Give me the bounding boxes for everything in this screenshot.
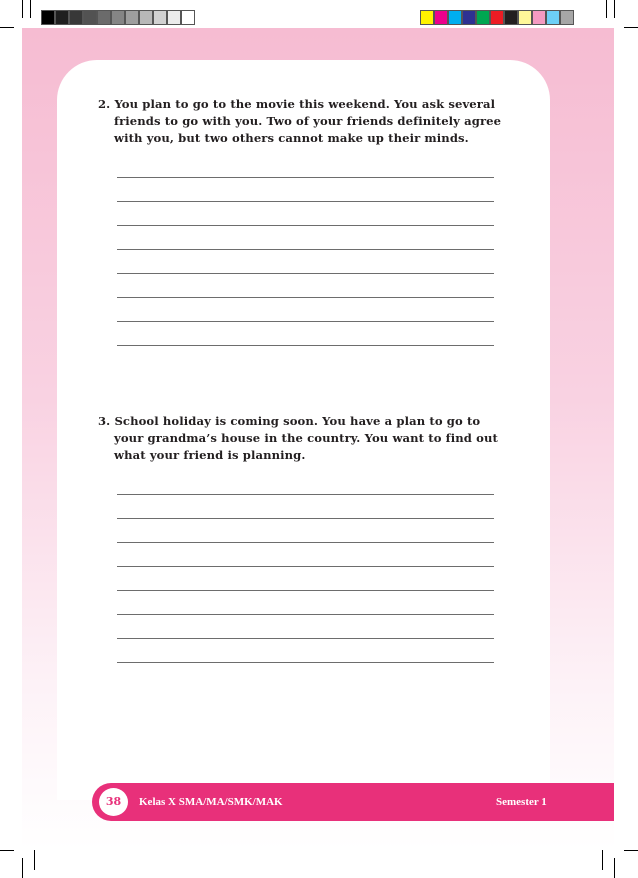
grayscale-color-bar	[41, 10, 195, 25]
color-swatch	[167, 10, 181, 25]
answer-line[interactable]	[117, 542, 494, 543]
color-swatch	[518, 10, 532, 25]
answer-line[interactable]	[117, 614, 494, 615]
question-3-text: 3. School holiday is coming soon. You have a plan to go to your grandma’s house in the country. You want to find out what your friend is planning.	[98, 414, 498, 462]
crop-mark-bottom-right-v	[614, 858, 615, 878]
question-2-text: 2. You plan to go to the movie this weekend. You ask several friends to go with you. Two of your friends definitely agree with you, but two others cannot make up their minds.	[98, 97, 502, 145]
question-3	[98, 413, 510, 464]
answer-line[interactable]	[117, 590, 494, 591]
color-swatch	[69, 10, 83, 25]
crop-mark-bottom-left-v	[22, 858, 23, 878]
answer-line[interactable]	[117, 201, 494, 202]
color-swatch	[448, 10, 462, 25]
color-swatch	[476, 10, 490, 25]
color-swatch	[125, 10, 139, 25]
color-swatch	[490, 10, 504, 25]
color-swatch	[41, 10, 55, 25]
color-swatch	[181, 10, 195, 25]
color-swatch	[504, 10, 518, 25]
page-number-badge: 38	[99, 788, 128, 816]
crop-mark-top-right-h	[624, 27, 638, 28]
crop-mark-top-left-h	[0, 27, 14, 28]
answer-line[interactable]	[117, 518, 494, 519]
question-2-answer-lines	[117, 177, 494, 369]
answer-line[interactable]	[117, 638, 494, 639]
semester-label: Semester 1	[496, 796, 547, 808]
book-title: Kelas X SMA/MA/SMK/MAK	[139, 796, 283, 808]
crop-mark-top-left-v2	[30, 0, 31, 18]
color-swatch	[83, 10, 97, 25]
cmyk-color-bar	[420, 10, 574, 25]
crop-mark-bottom-left-h	[0, 850, 14, 851]
crop-mark-bottom-right-v2	[602, 850, 603, 870]
crop-mark-bottom-left-v2	[34, 850, 35, 870]
answer-line[interactable]	[117, 225, 494, 226]
color-swatch	[97, 10, 111, 25]
color-swatch	[532, 10, 546, 25]
color-swatch	[434, 10, 448, 25]
answer-line[interactable]	[117, 297, 494, 298]
question-3-answer-lines	[117, 494, 494, 686]
answer-line[interactable]	[117, 566, 494, 567]
color-swatch	[55, 10, 69, 25]
answer-line[interactable]	[117, 249, 494, 250]
color-swatch	[546, 10, 560, 25]
crop-mark-top-right-v2	[606, 0, 607, 18]
answer-line[interactable]	[117, 345, 494, 346]
color-swatch	[420, 10, 434, 25]
color-swatch	[139, 10, 153, 25]
color-swatch	[153, 10, 167, 25]
color-swatch	[560, 10, 574, 25]
answer-line[interactable]	[117, 662, 494, 663]
answer-line[interactable]	[117, 494, 494, 495]
crop-mark-top-left-v	[22, 0, 23, 18]
color-swatch	[462, 10, 476, 25]
answer-line[interactable]	[117, 273, 494, 274]
crop-mark-top-right-v	[614, 0, 615, 18]
answer-line[interactable]	[117, 177, 494, 178]
color-swatch	[111, 10, 125, 25]
answer-line[interactable]	[117, 321, 494, 322]
crop-mark-bottom-right-h	[624, 850, 638, 851]
question-2	[98, 96, 510, 147]
